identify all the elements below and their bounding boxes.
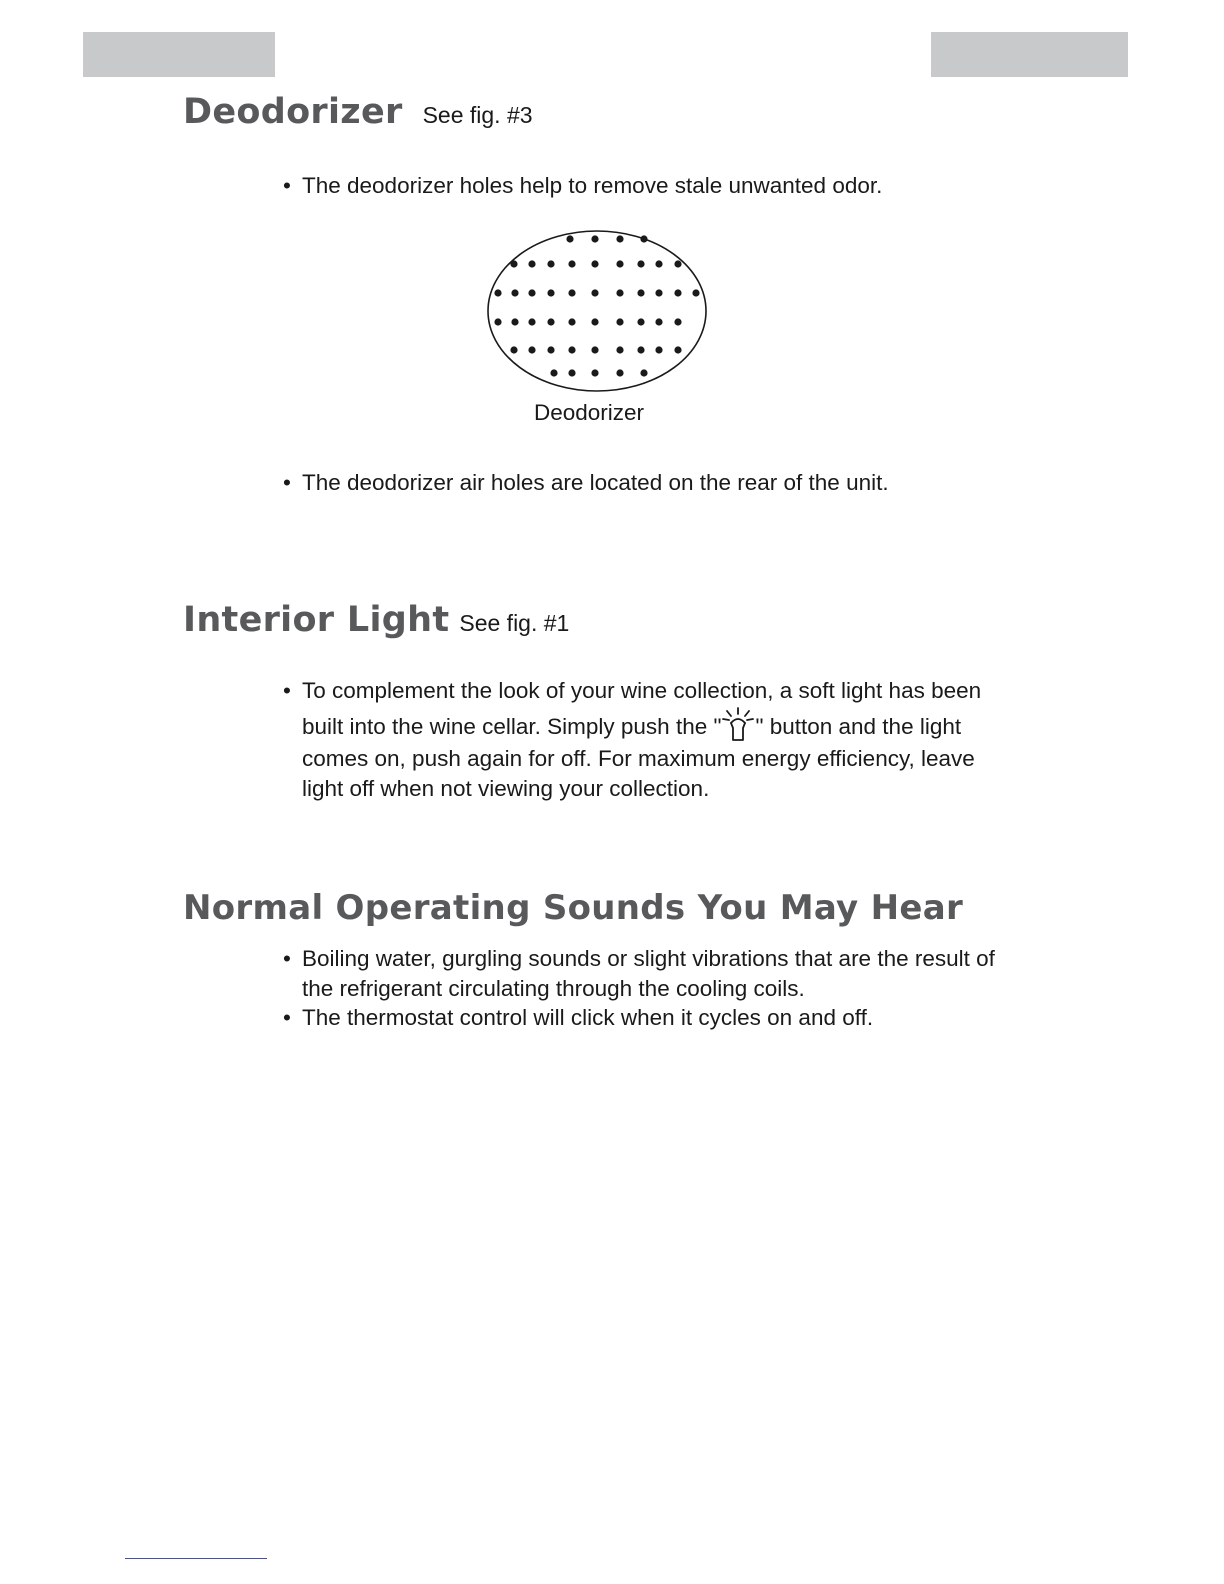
deodorizer-hole	[511, 318, 518, 325]
deodorizer-hole	[637, 318, 644, 325]
light-bulb-icon	[721, 706, 755, 744]
deodorizer-hole	[566, 235, 573, 242]
sounds-bullet-2	[283, 1003, 1023, 1033]
deodorizer-hole	[591, 346, 598, 353]
interior-light-text-after: " button and the light comes on, push again for off. For maximum energy efficiency, leave light off when not viewing your collection.	[302, 714, 975, 801]
sounds-bullet-1	[283, 944, 1023, 1004]
deodorizer-bullet-2-text: The deodorizer air holes are located on the rear of the unit.	[302, 470, 889, 495]
deodorizer-hole	[591, 369, 598, 376]
bullet-dot: •	[283, 946, 291, 971]
deodorizer-hole	[591, 260, 598, 267]
deodorizer-hole	[547, 346, 554, 353]
deodorizer-figure	[484, 226, 710, 396]
deodorizer-hole	[637, 346, 644, 353]
deodorizer-hole	[528, 289, 535, 296]
deodorizer-hole	[528, 260, 535, 267]
deodorizer-holes	[494, 235, 699, 376]
deodorizer-hole	[640, 235, 647, 242]
deodorizer-hole	[637, 260, 644, 267]
interior-light-figure-ref: See fig. #1	[459, 610, 570, 636]
deodorizer-hole	[674, 346, 681, 353]
deodorizer-bullet-1-text: The deodorizer holes help to remove stale unwanted odor.	[302, 173, 883, 198]
deodorizer-hole	[510, 346, 517, 353]
interior-light-bullet	[283, 676, 1003, 804]
deodorizer-hole	[528, 318, 535, 325]
sounds-bullet-1-text: Boiling water, gurgling sounds or slight vibrations that are the result of the refrigerant circulating through the cooling coils.	[302, 946, 995, 1001]
deodorizer-hole	[568, 289, 575, 296]
deodorizer-hole	[616, 289, 623, 296]
deodorizer-hole	[591, 235, 598, 242]
deodorizer-hole	[568, 346, 575, 353]
deodorizer-hole	[550, 369, 557, 376]
deodorizer-hole	[692, 289, 699, 296]
sounds-bullet-2-text: The thermostat control will click when it cycles on and off.	[302, 1005, 874, 1030]
deodorizer-hole	[616, 260, 623, 267]
footer-rule	[125, 1558, 267, 1559]
deodorizer-hole	[674, 260, 681, 267]
deodorizer-hole	[616, 369, 623, 376]
bullet-dot: •	[283, 678, 291, 703]
deodorizer-hole	[655, 318, 662, 325]
deodorizer-hole	[547, 289, 554, 296]
deodorizer-hole	[547, 318, 554, 325]
interior-light-heading	[183, 600, 569, 640]
deodorizer-hole	[510, 260, 517, 267]
deodorizer-hole	[494, 318, 501, 325]
deodorizer-figure-caption: Deodorizer	[533, 400, 645, 425]
header-tab-left	[83, 32, 275, 77]
deodorizer-hole	[547, 260, 554, 267]
deodorizer-bullet-1	[283, 171, 1023, 201]
deodorizer-hole	[494, 289, 501, 296]
deodorizer-hole	[591, 289, 598, 296]
sounds-heading	[183, 888, 963, 928]
deodorizer-hole	[674, 318, 681, 325]
interior-light-text-before: To complement the look of your wine collection, a soft light has been built into the wine cellar. Simply push the "	[302, 678, 982, 739]
deodorizer-hole	[591, 318, 598, 325]
deodorizer-hole	[640, 369, 647, 376]
deodorizer-hole	[655, 260, 662, 267]
deodorizer-hole	[655, 346, 662, 353]
interior-light-bullet-text	[283, 676, 1003, 804]
header-tab-right	[931, 32, 1128, 77]
bullet-dot: •	[283, 1005, 291, 1030]
deodorizer-hole	[568, 260, 575, 267]
bullet-dot: •	[283, 470, 291, 495]
deodorizer-hole	[655, 289, 662, 296]
interior-light-title: Interior Light	[183, 600, 450, 640]
sounds-title: Normal Operating Sounds You May Hear	[183, 888, 964, 928]
deodorizer-figure-ref: See fig. #3	[422, 102, 533, 128]
deodorizer-hole	[616, 318, 623, 325]
deodorizer-hole	[674, 289, 681, 296]
bullet-dot: •	[283, 173, 291, 198]
deodorizer-hole	[568, 369, 575, 376]
deodorizer-hole	[528, 346, 535, 353]
deodorizer-heading	[183, 92, 533, 132]
deodorizer-hole	[511, 289, 518, 296]
deodorizer-hole	[616, 235, 623, 242]
deodorizer-hole	[616, 346, 623, 353]
deodorizer-title: Deodorizer	[183, 92, 403, 132]
deodorizer-outline	[488, 231, 706, 391]
deodorizer-hole	[637, 289, 644, 296]
deodorizer-hole	[568, 318, 575, 325]
deodorizer-bullet-2	[283, 468, 1023, 498]
